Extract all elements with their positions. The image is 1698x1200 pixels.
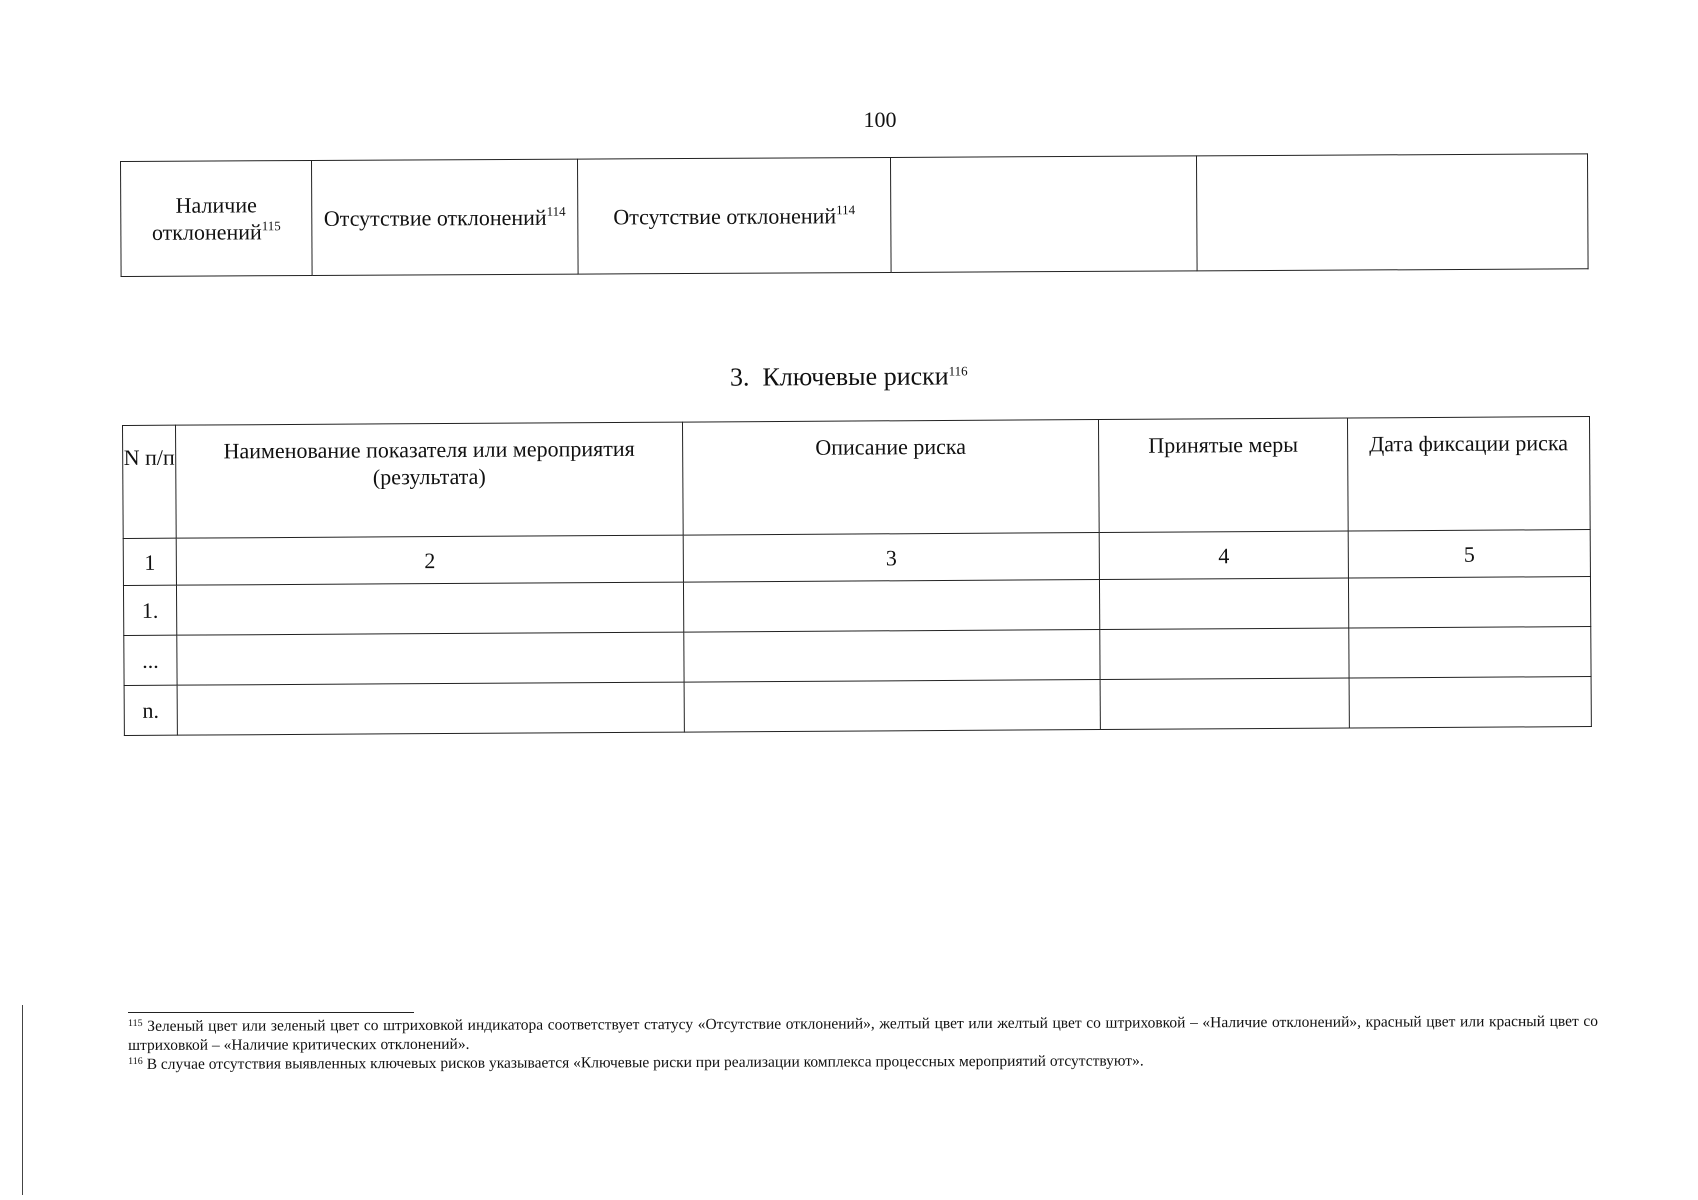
row-number: 1. bbox=[123, 585, 176, 635]
table-cell bbox=[177, 682, 684, 735]
column-header: Принятые меры bbox=[1098, 418, 1348, 533]
risk-table bbox=[122, 416, 1592, 736]
column-number: 5 bbox=[1348, 530, 1590, 578]
table-cell bbox=[684, 630, 1100, 683]
table-cell bbox=[1100, 628, 1349, 680]
table-row bbox=[123, 577, 1590, 636]
footnote-text: В случае отсутствия выявленных ключевых рисков указывается «Ключевые риски при реализации комплекса процессных мероприятий отсутствуют». bbox=[146, 1052, 1144, 1073]
section-number: 3. bbox=[729, 362, 750, 392]
table-cell bbox=[1099, 578, 1348, 630]
table-cell bbox=[176, 582, 683, 635]
footnote-divider bbox=[128, 1012, 414, 1013]
status-cell-text: Отсутствие отклонений bbox=[613, 202, 837, 229]
footnote-mark: 115 bbox=[128, 1017, 143, 1029]
table-cell bbox=[1349, 677, 1591, 728]
footnote bbox=[128, 1012, 1598, 1055]
status-cell bbox=[890, 156, 1197, 273]
table-cell bbox=[1100, 678, 1349, 730]
status-cell-text: Наличие отклонений bbox=[151, 192, 262, 245]
footnote-ref: 114 bbox=[546, 203, 566, 219]
column-number: 1 bbox=[123, 538, 176, 585]
section-title-text: Ключевые риски bbox=[762, 361, 949, 392]
footnote-ref: 115 bbox=[261, 218, 281, 234]
column-header: Дата фиксации риска bbox=[1347, 417, 1590, 531]
row-number: n. bbox=[124, 685, 177, 735]
status-cell-text: Отсутствие отклонений bbox=[323, 204, 547, 231]
footnote-ref: 114 bbox=[836, 201, 856, 217]
column-header: Наименование показателя или мероприятия (результата) bbox=[176, 422, 684, 538]
page-number: 100 bbox=[863, 107, 897, 132]
table-cell bbox=[683, 580, 1099, 633]
status-cell bbox=[312, 159, 579, 275]
status-cell bbox=[577, 157, 891, 274]
row-number: ... bbox=[124, 635, 177, 685]
column-header: N п/п bbox=[123, 425, 177, 538]
footnote bbox=[128, 1050, 1598, 1074]
section-title bbox=[730, 361, 968, 392]
table-cell bbox=[684, 680, 1100, 733]
table-header-row bbox=[123, 417, 1591, 539]
footnotes bbox=[128, 1012, 1598, 1074]
status-cell bbox=[121, 160, 313, 276]
table-cell bbox=[1348, 577, 1590, 628]
table-row bbox=[121, 154, 1589, 277]
column-number: 4 bbox=[1099, 531, 1348, 580]
footnote-mark: 116 bbox=[128, 1055, 143, 1067]
table-cell bbox=[177, 632, 684, 685]
footnote-ref: 116 bbox=[948, 363, 968, 379]
table-row bbox=[124, 677, 1591, 736]
column-header: Описание риска bbox=[682, 420, 1099, 536]
footnote-text: Зеленый цвет или зеленый цвет со штриховкой индикатора соответствует статусу «Отсутствие отклонений», желтый цвет или желтый цвет со штриховкой – «Наличие отклонений», красный цвет или красный цвет со штриховкой – «Наличие критических отклонений». bbox=[128, 1012, 1599, 1054]
column-number: 3 bbox=[683, 533, 1099, 583]
table-cell bbox=[1349, 627, 1591, 678]
status-cell bbox=[1196, 154, 1588, 271]
scan-margin-line bbox=[22, 1005, 23, 1195]
table-row bbox=[124, 627, 1591, 686]
status-table bbox=[120, 153, 1589, 277]
column-number: 2 bbox=[176, 535, 683, 585]
